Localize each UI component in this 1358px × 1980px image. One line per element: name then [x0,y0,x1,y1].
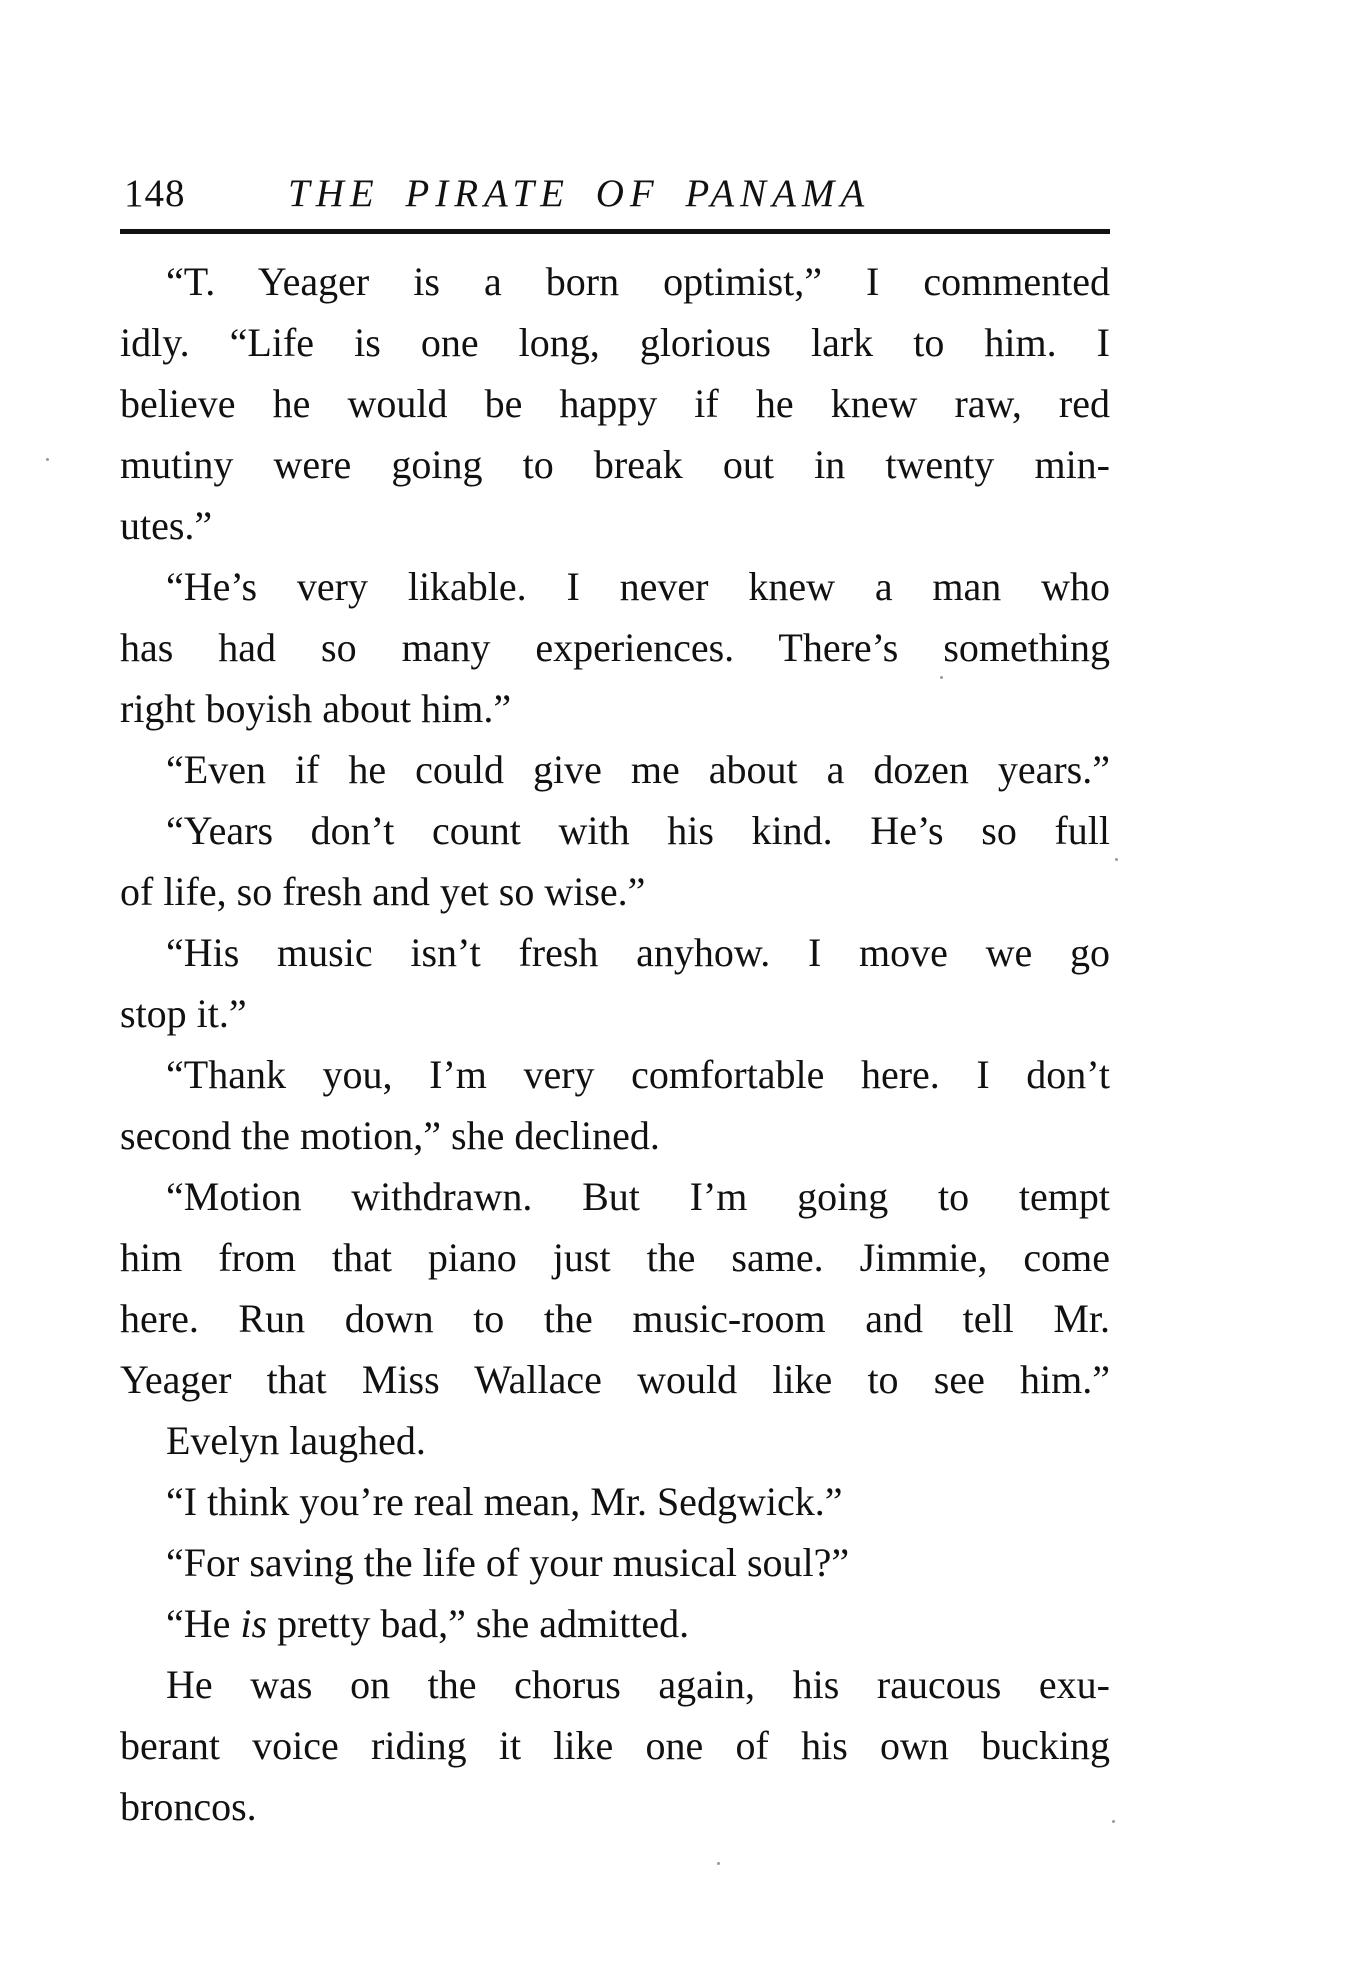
text-segment: “I think you’re real mean, Mr. Sedgwick.” [166,1479,843,1524]
text-line [120,1471,1110,1532]
text-line [120,312,1110,373]
text-segment: mutiny were going to break out in twenty min- [120,442,1110,487]
text-segment: berant voice riding it like one of his own bucking [120,1723,1110,1768]
text-segment: second the motion,” she declined. [120,1113,660,1158]
text-segment: idly. “Life is one long, glorious lark to him. I [120,320,1110,365]
text-segment: broncos. [120,1784,257,1829]
running-title: THE PIRATE OF PANAMA [288,172,871,215]
text-line [120,617,1110,678]
text-line [120,1166,1110,1227]
text-line [120,1593,1110,1654]
text-line [120,556,1110,617]
text-segment: pretty bad,” she admitted. [267,1601,690,1646]
text-line [120,861,1110,922]
text-segment: has had so many experiences. There’s something [120,625,1110,670]
text-line [120,251,1110,312]
text-line [120,1410,1110,1471]
header-rule [120,229,1110,234]
text-segment: right boyish about him.” [120,686,512,731]
text-segment: Evelyn laughed. [166,1418,426,1463]
text-segment: Yeager that Miss Wallace would like to see him.” [120,1357,1110,1402]
text-line [120,434,1110,495]
text-line [120,1349,1110,1410]
text-line [120,373,1110,434]
text-line [120,1532,1110,1593]
text-line [120,983,1110,1044]
text-segment: believe he would be happy if he knew raw, red [120,381,1110,426]
text-segment: He was on the chorus again, his raucous exu- [166,1662,1110,1707]
text-segment: “His music isn’t fresh anyhow. I move we go [166,930,1110,975]
text-segment: him from that piano just the same. Jimmie, come [120,1235,1110,1280]
text-line [120,1715,1110,1776]
page-header [120,168,1110,220]
body-text [120,251,1110,1837]
text-line [120,1227,1110,1288]
text-segment: “He [166,1601,241,1646]
text-segment: of life, so fresh and yet so wise.” [120,869,646,914]
text-segment: “Years don’t count with his kind. He’s so full [166,808,1110,853]
text-line [120,1105,1110,1166]
text-segment: “For saving the life of your musical soul?” [166,1540,850,1585]
text-line [120,678,1110,739]
text-segment: “Even if he could give me about a dozen years.” [166,747,1110,792]
text-segment: here. Run down to the music-room and tell Mr. [120,1296,1110,1341]
text-line [120,922,1110,983]
text-segment: “Thank you, I’m very comfortable here. I don’t [166,1052,1110,1097]
text-segment: “He’s very likable. I never knew a man who [166,564,1110,609]
text-segment: “Motion withdrawn. But I’m going to tempt [166,1174,1110,1219]
page-number: 148 [124,172,186,215]
text-segment: utes.” [120,503,213,548]
text-line [120,1654,1110,1715]
text-segment: stop it.” [120,991,247,1036]
text-segment: “T. Yeager is a born optimist,” I commented [166,259,1110,304]
text-line [120,739,1110,800]
text-line [120,1044,1110,1105]
text-segment: is [240,1601,268,1646]
text-line [120,1776,1110,1837]
text-line [120,1288,1110,1349]
text-line [120,495,1110,556]
text-line [120,800,1110,861]
